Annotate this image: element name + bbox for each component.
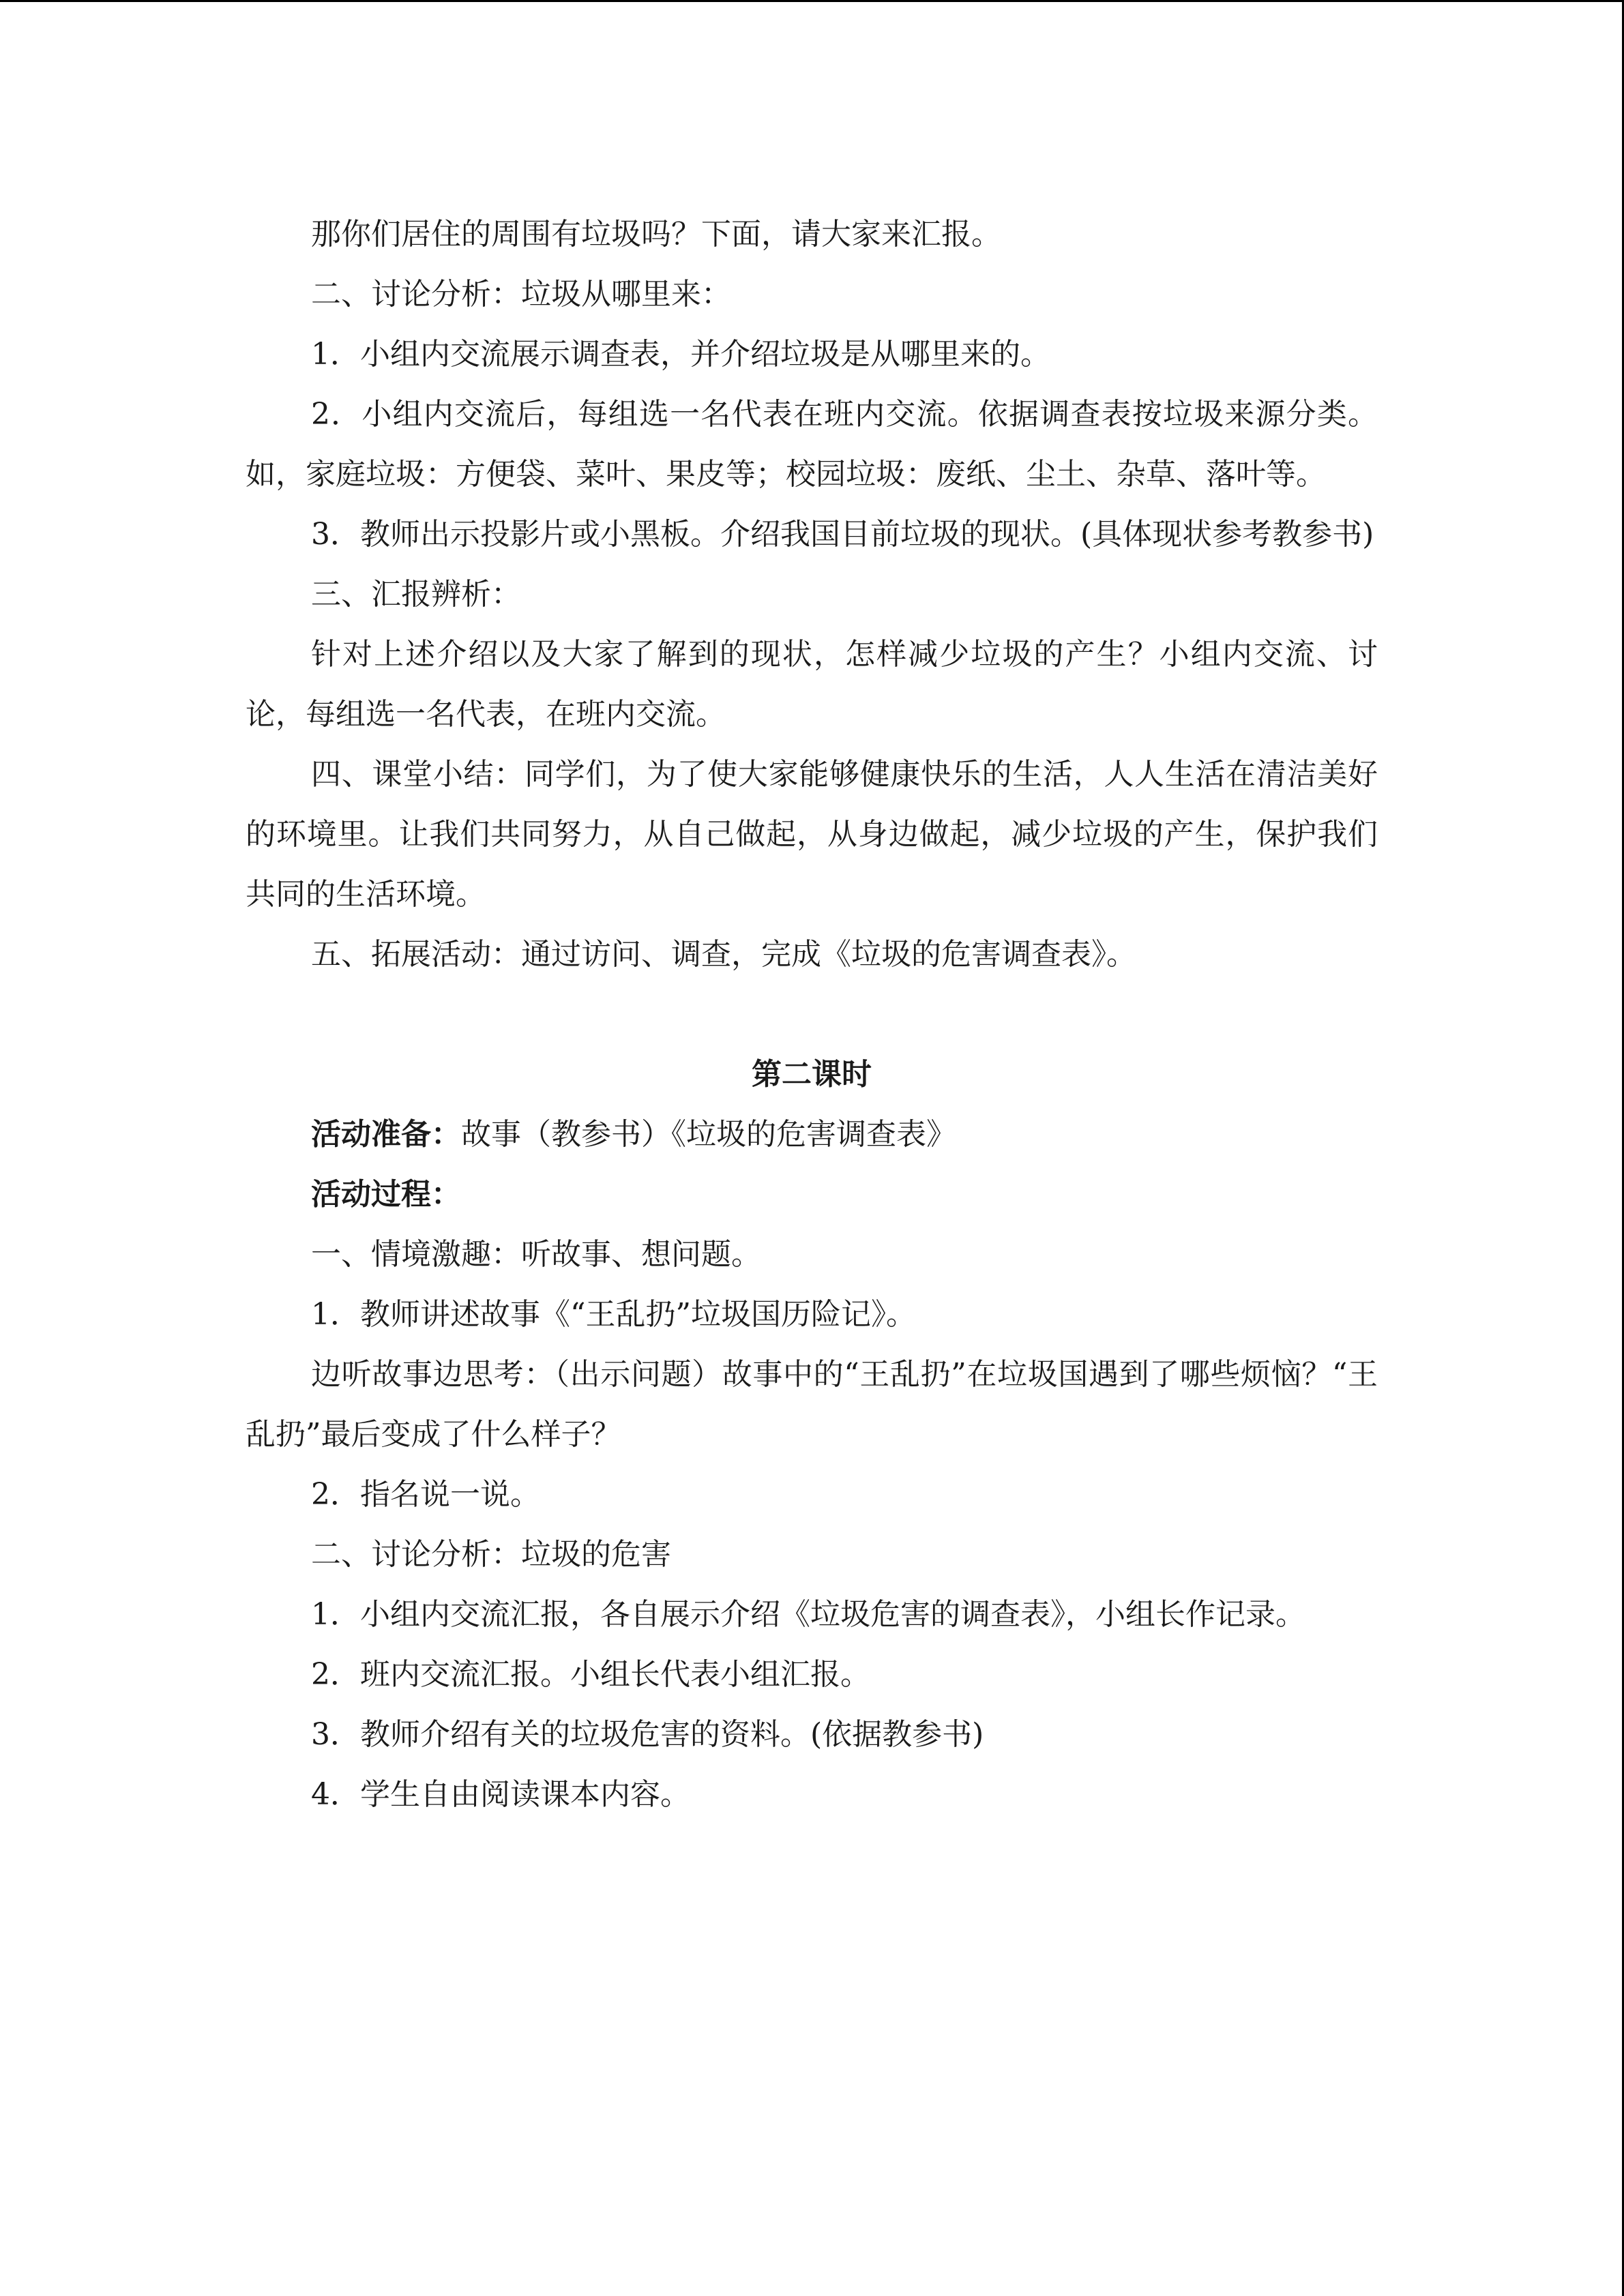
activity-preparation-label: 活动准备： — [311, 1117, 461, 1152]
paragraph: 2．小组内交流后，每组选一名代表在班内交流。依据调查表按垃圾来源分类。如，家庭垃圾：方便袋、菜叶、果皮等；校园垃圾：废纸、尘土、杂草、落叶等。 — [246, 397, 1378, 492]
paragraph: 2．指名说一说。 — [311, 1477, 540, 1512]
paragraph: 边听故事边思考：（出示问题）故事中的“王乱扔”在垃圾国遇到了哪些烦恼？“王乱扔”最后变成了什么样子？ — [246, 1357, 1378, 1452]
paragraph: 二、讨论分析：垃圾的危害 — [311, 1537, 671, 1572]
activity-preparation-text: 故事（教参书）《垃圾的危害调查表》 — [461, 1117, 956, 1152]
lesson-heading: 第二课时 — [752, 1057, 872, 1092]
section-heading-discussion: 二、讨论分析：垃圾从哪里来： — [311, 277, 731, 312]
paragraph: 1．教师讲述故事《“王乱扔”垃圾国历险记》。 — [311, 1297, 916, 1332]
paragraph: 针对上述介绍以及大家了解到的现状，怎样减少垃圾的产生？小组内交流、讨论，每组选一名代表，在班内交流。 — [246, 637, 1378, 732]
paragraph: 3．教师出示投影片或小黑板。介绍我国目前垃圾的现状。(具体现状参考教参书) — [311, 517, 1374, 552]
paragraph: 一、情境激趣：听故事、想问题。 — [311, 1237, 761, 1272]
paragraph: 4．学生自由阅读课本内容。 — [311, 1777, 690, 1812]
paragraph: 四、课堂小结：同学们，为了使大家能够健康快乐的生活，人人生活在清洁美好的环境里。让我们共同努力，从自己做起，从身边做起，减少垃圾的产生，保护我们共同的生活环境。 — [246, 757, 1378, 912]
paragraph: 2．班内交流汇报。小组长代表小组汇报。 — [311, 1657, 870, 1692]
paragraph: 1．小组内交流展示调查表，并介绍垃圾是从哪里来的。 — [311, 337, 1050, 372]
activity-process — [246, 1165, 1378, 1225]
document-body — [246, 205, 1378, 1825]
spacer — [246, 985, 1378, 1045]
page-top-border — [0, 0, 1624, 2]
activity-process-label: 活动过程： — [311, 1177, 461, 1212]
section-heading-report: 三、汇报辨析： — [311, 577, 521, 612]
paragraph: 五、拓展活动：通过访问、调查，完成《垃圾的危害调查表》。 — [311, 937, 1136, 972]
paragraph: 1．小组内交流汇报，各自展示介绍《垃圾危害的调查表》，小组长作记录。 — [311, 1597, 1305, 1632]
activity-preparation — [246, 1105, 1378, 1165]
paragraph: 那你们居住的周围有垃圾吗？下面，请大家来汇报。 — [311, 217, 1001, 252]
paragraph: 3．教师介绍有关的垃圾危害的资料。(依据教参书) — [311, 1717, 984, 1752]
